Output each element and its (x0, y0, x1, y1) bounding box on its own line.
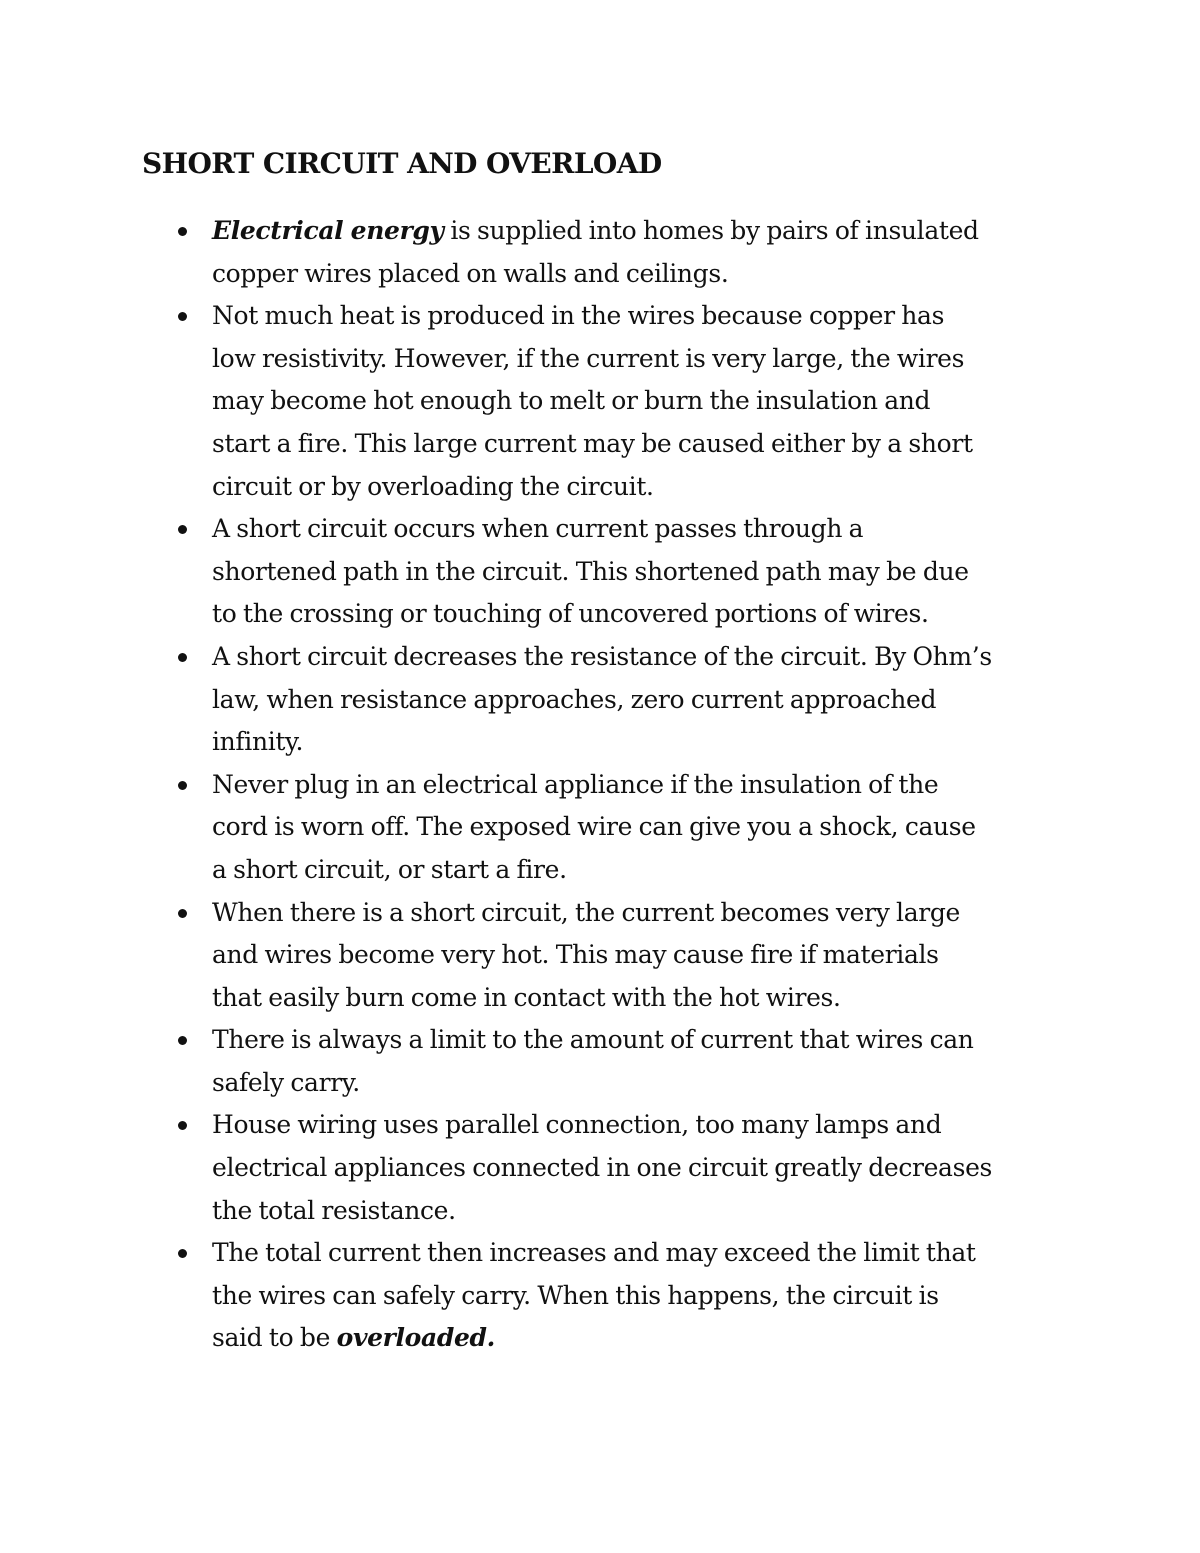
bullet-text: circuit or by overloading the circuit. (212, 471, 654, 501)
bullet-line (212, 338, 1072, 381)
bullet-dot-icon (178, 525, 187, 534)
bullet-text: shortened path in the circuit. This shortened path may be due (212, 556, 969, 586)
bullet-text: A short circuit decreases the resistance of the circuit. By Ohm’s (212, 641, 992, 671)
bullet-line (212, 806, 1072, 849)
bullet-line (212, 849, 1072, 892)
bullet-line (212, 679, 1072, 722)
bullet-text: electrical appliances connected in one circuit greatly decreases (212, 1153, 992, 1183)
bullet-line (212, 295, 1072, 338)
bullet-text: start a fire. This large current may be caused either by a short (212, 428, 973, 458)
bullet-line (212, 934, 1072, 977)
bullet-text: to the crossing or touching of uncovered portions of wires. (212, 599, 929, 629)
emphasized-term: overloaded. (336, 1323, 495, 1353)
bullet-line (212, 977, 1072, 1020)
bullet-line (212, 593, 1072, 636)
bullet-item (172, 295, 1072, 508)
bullet-dot-icon (178, 653, 187, 662)
bullet-line (212, 1232, 1072, 1275)
bullet-line (212, 1190, 1072, 1233)
bullet-text: may become hot enough to melt or burn the insulation and (212, 386, 931, 416)
bullet-item (172, 1104, 1072, 1232)
bullet-text: the total resistance. (212, 1195, 456, 1225)
bullet-dot-icon (178, 1249, 187, 1258)
bullet-item (172, 1019, 1072, 1104)
bullet-dot-icon (178, 1121, 187, 1130)
bullet-text: infinity. (212, 727, 304, 757)
bullet-text: safely carry. (212, 1067, 360, 1097)
bullet-item (172, 892, 1072, 1020)
bullet-line (212, 253, 1072, 296)
bullet-line (212, 1275, 1072, 1318)
bullet-item (172, 636, 1072, 764)
bullet-text: The total current then increases and may exceed the limit that (212, 1238, 976, 1268)
bullet-text: said to be (212, 1323, 337, 1353)
bullet-dot-icon (178, 312, 187, 321)
bullet-line (212, 1147, 1072, 1190)
bullet-line (212, 1019, 1072, 1062)
bullet-line (212, 721, 1072, 764)
bullet-text: a short circuit, or start a fire. (212, 854, 567, 884)
bullet-text: low resistivity. However, if the current is very large, the wires (212, 343, 965, 373)
bullet-text: A short circuit occurs when current passes through a (212, 514, 864, 544)
bullet-line (212, 764, 1072, 807)
bullet-text: is supplied into homes by pairs of insulated (443, 216, 979, 245)
bullet-line (212, 551, 1072, 594)
bullet-item (172, 1232, 1072, 1360)
bullet-text: When there is a short circuit, the current becomes very large (212, 897, 960, 927)
bullet-item (172, 210, 1072, 295)
bullet-dot-icon (178, 909, 187, 918)
bullet-line (212, 466, 1072, 509)
bullet-text: that easily burn come in contact with the hot wires. (212, 982, 841, 1012)
bullet-text: There is always a limit to the amount of current that wires can (212, 1025, 974, 1055)
bullet-text: Not much heat is produced in the wires because copper has (212, 301, 945, 331)
bullet-line (212, 380, 1072, 423)
bullet-dot-icon (178, 227, 187, 236)
bullet-text: and wires become very hot. This may cause fire if materials (212, 940, 939, 970)
bullet-line (212, 423, 1072, 466)
emphasized-term: Electrical energy (212, 216, 444, 245)
bullet-dot-icon (178, 781, 187, 790)
bullet-text: law, when resistance approaches, zero current approached (212, 684, 937, 714)
bullet-text: Never plug in an electrical appliance if the insulation of the (212, 769, 939, 799)
bullet-line (212, 1104, 1072, 1147)
bullet-line (212, 892, 1072, 935)
bullet-text: the wires can safely carry. When this happens, the circuit is (212, 1280, 939, 1310)
bullet-item (172, 764, 1072, 892)
bullet-dot-icon (178, 1036, 187, 1045)
bullet-text: copper wires placed on walls and ceilings. (212, 258, 729, 288)
bullet-line (212, 1317, 1072, 1360)
bullet-line (212, 636, 1072, 679)
document-title: SHORT CIRCUIT AND OVERLOAD (142, 147, 662, 180)
bullet-list (172, 210, 1072, 1360)
bullet-item (172, 508, 1072, 636)
bullet-line (212, 210, 1072, 253)
bullet-text: House wiring uses parallel connection, too many lamps and (212, 1110, 942, 1140)
bullet-line (212, 1062, 1072, 1105)
bullet-line (212, 508, 1072, 551)
bullet-text: cord is worn off. The exposed wire can give you a shock, cause (212, 812, 976, 842)
